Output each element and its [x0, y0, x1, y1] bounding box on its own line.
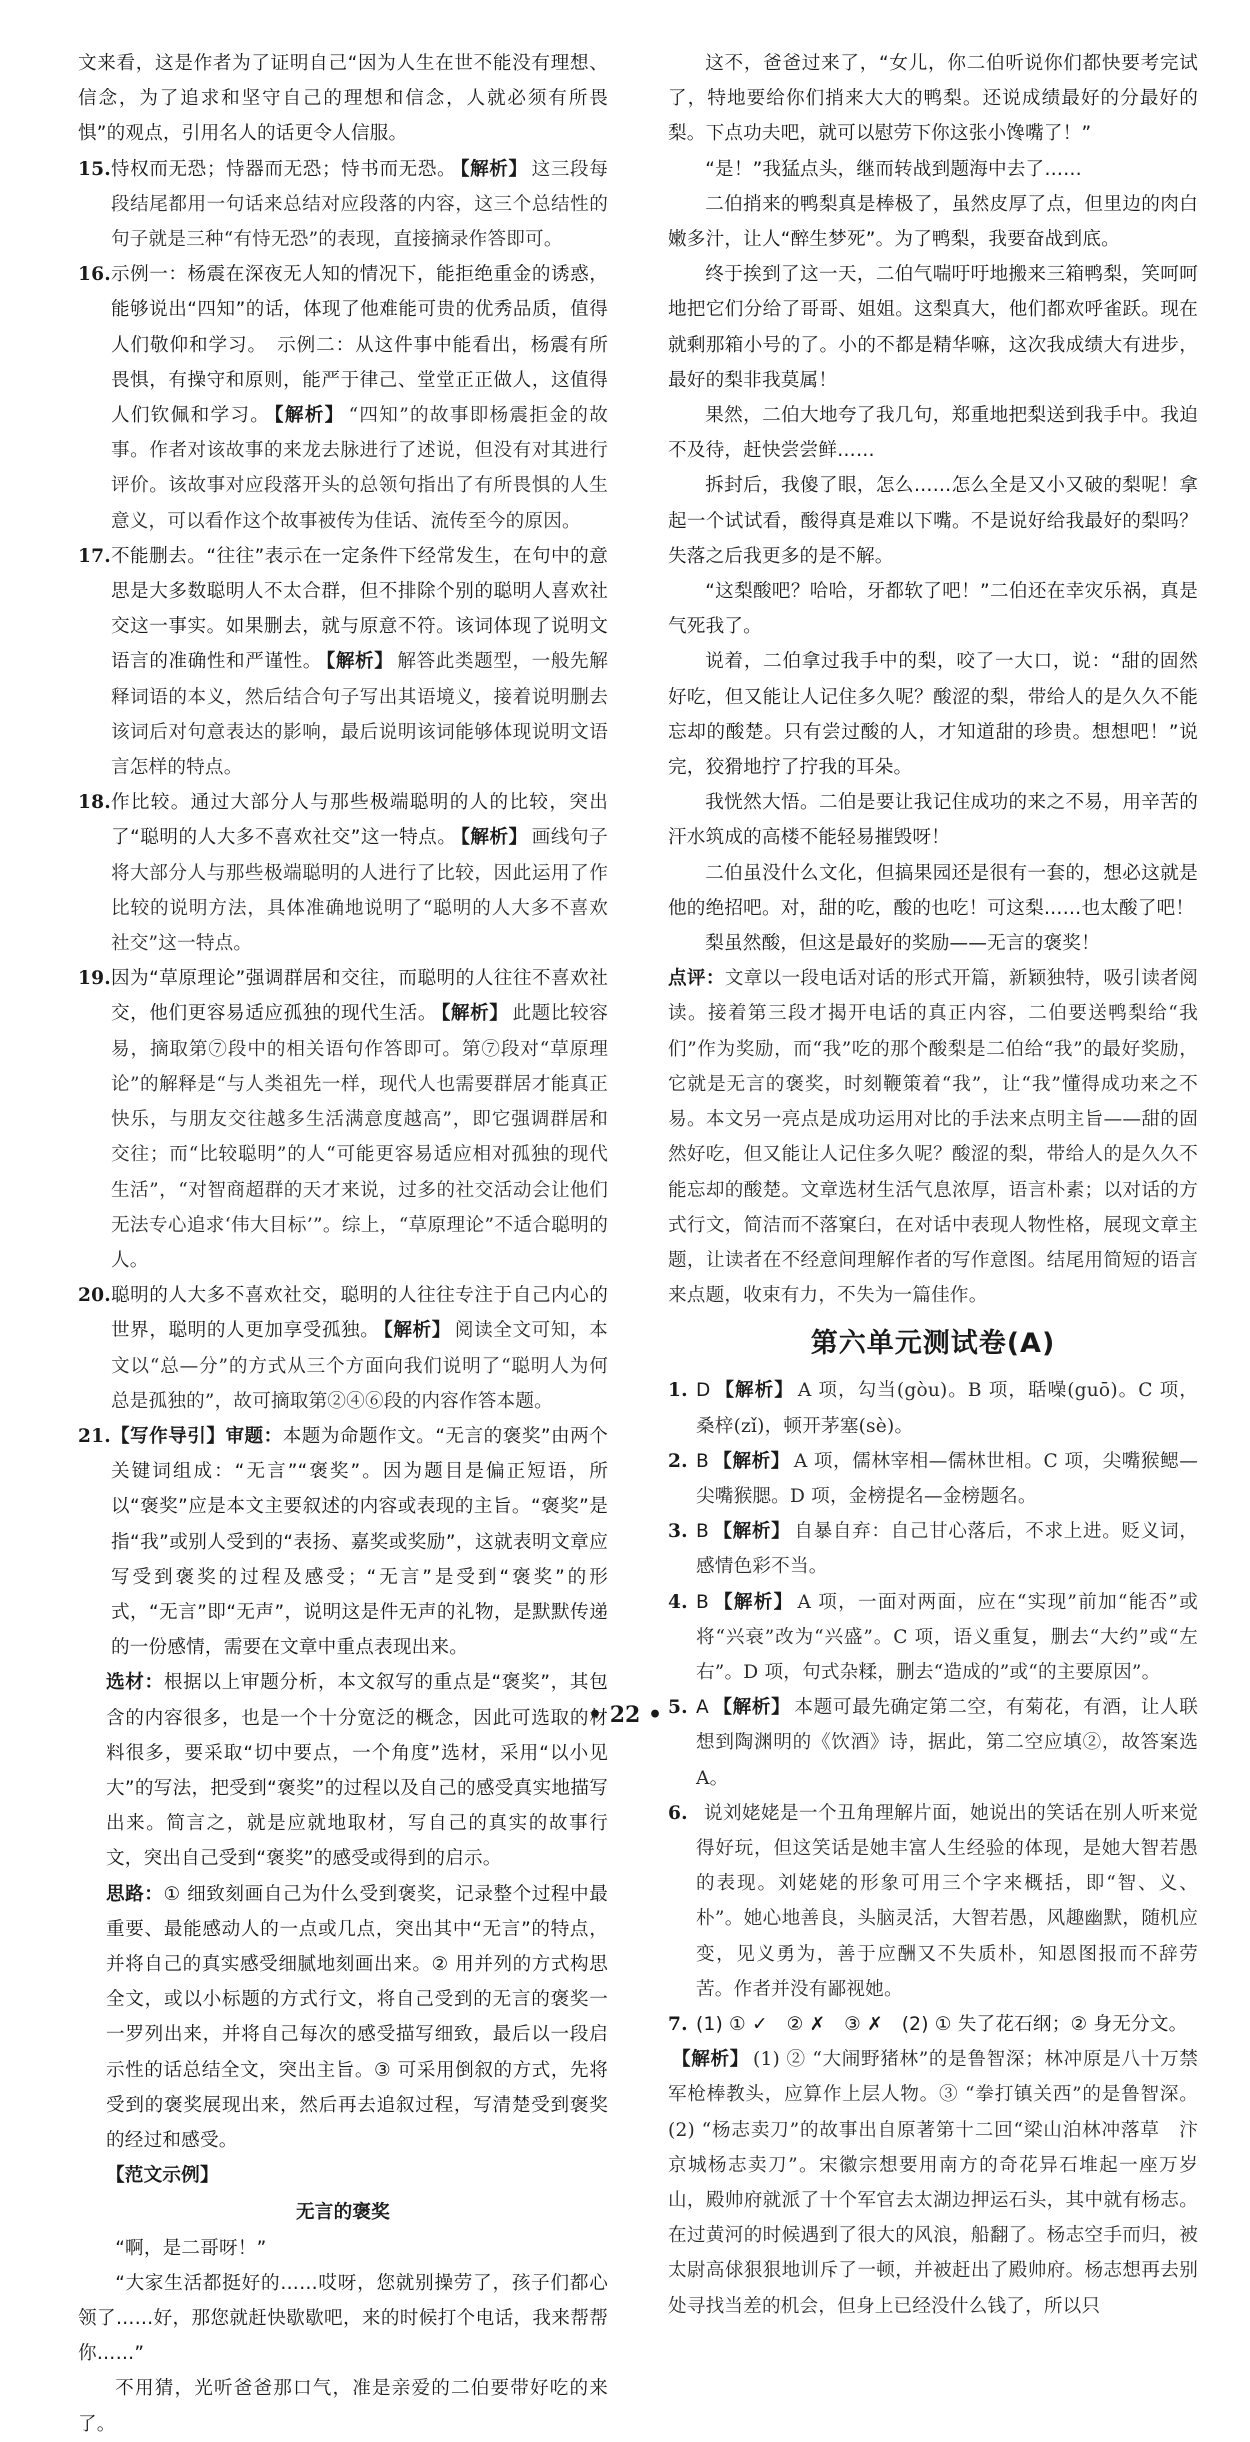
essay-paragraph: 二伯虽没什么文化，但搞果园还是很有一套的，想必这就是他的绝招吧。对，甜的吃，酸的也吃！可这梨……也太酸了吧！	[668, 862, 1198, 919]
analysis-text: (1) ② “大闹野猪林”的是鲁智深；林冲原是八十万禁军枪棒教头，应算作上层人物。③ “拳打镇关西”的是鲁智深。(2) “杨志卖刀”的故事出自原著第十二回“梁山泊林冲落草 汴京城杨志卖刀”。宋徽宗想要用南方的奇花异石堆起一座万岁山，殿帅府就派了十个军官去太湖边押运石头，其中就有杨志。在过黄河的时候遇到了很大的风浪，船翻了。杨志空手而归，被太尉高俅狠狠地训斥了一顿，并被赶出了殿帅府。杨志想再去别处寻找当差的机会，但身上已经没什么钱了，所以只	[668, 2049, 1198, 2317]
analysis-tag: 【解析】	[672, 2049, 750, 2071]
page-number: • 22 •	[587, 1702, 663, 1728]
outline-text: ① 细致刻画自己为什么受到褒奖，记录整个过程中最重要、最能感动人的一点或几点，突出其中“无言”的特点，并将自己的真实感受细腻地刻画出来。② 用并列的方式构思全文，或以小标题的方式行文，将自己受到的无言的褒奖一一罗列出来，并将自己每次的感受描写细致，最后以一段启示性的话总结全文，突出主旨。③ 可采用倒叙的方式，先将受到的褒奖展现出来，然后再去追叙过程，写清楚受到褒奖的经过和感受。	[106, 1883, 608, 2151]
analysis-tag: 【解析】	[712, 1591, 794, 1613]
unit-test-title: 第六单元测试卷(A)	[810, 1328, 1056, 1360]
comment-text: 文章以一段电话对话的形式开篇，新颖独特，吸引读者阅读。接着第三段才揭开电话的真正内容，二伯要送鸭梨给“我们”作为奖励，而“我”吃的那个酸梨是二伯给“我”的最好奖励，它就是无言的褒奖，时刻鞭策着“我”，让“我”懂得成功来之不易。本文另一亮点是成功运用对比的手法来点明主旨——甜的固然好吃，但又能让人记住多久呢？酸涩的梨，带给人的是久久不能忘却的酸楚。文章选材生活气息浓厚，语言朴素；以对话的方式行文，简洁而不落窠臼，在对话中表现人物性格，展现文章主题，让读者在不经意间理解作者的写作意图。结尾用简短的语言来点题，收束有力，不失为一篇佳作。	[668, 968, 1198, 1307]
answer-item-4	[668, 1585, 1198, 1691]
analysis-text: A 项，勾当(gòu)。B 项，聒噪(guō)。C 项，桑梓(zǐ)，顿开茅塞(sè)。	[696, 1380, 1198, 1437]
analysis-text: 自暴自弃：自己甘心落后，不求上进。贬义词，感情色彩不当。	[696, 1521, 1198, 1578]
left-column	[78, 46, 608, 2435]
essay-paragraph: “啊，是二哥呀！”	[115, 2237, 267, 2259]
answer-text: B	[696, 1591, 709, 1613]
analysis-tag: 【解析】	[383, 1320, 451, 1342]
analysis-tag: 【解析】	[460, 827, 528, 849]
analysis-text: 解答此类题型，一般先解释词语的本义，然后结合句子写出其语境义，接着说明删去该词后对句意表达的影响，最后说明该词能够体现说明文语言怎样的特点。	[110, 651, 608, 779]
essay-paragraph: 拆封后，我傻了眼，怎么……怎么全是又小又破的梨呢！拿起一个试试看，酸得真是难以下嘴。不是说好给我最好的梨吗？失落之后我更多的是不解。	[668, 475, 1198, 567]
analysis-tag: 【解析】	[712, 1450, 790, 1472]
analysis-tag: 【解析】	[325, 651, 394, 673]
item-number: 19.	[78, 968, 111, 990]
analysis-tag: 【解析】	[714, 1380, 794, 1402]
answer-text: 示例一：杨震在深夜无人知的情况下，能拒绝重金的诱惑，能够说出“四知”的话，体现了他难能可贵的优秀品质，值得人们敬仰和学习。 示例二：从这件事中能看出，杨震有所畏惧，有操守和原则，能严于律己、堂堂正正做人，这值得人们钦佩和学习。	[110, 264, 608, 427]
answer-text: 因为“草原理论”强调群居和交往，而聪明的人往往不喜欢社交，他们更容易适应孤独的现代生活。	[110, 968, 608, 1025]
item-number: 18.	[78, 792, 111, 814]
analysis-text: 画线句子将大部分人与那些极端聪明的人进行了比较，因此运用了作比较的说明方法，具体准确地说明了“聪明的人大多不喜欢社交”这一特点。	[110, 827, 608, 955]
analysis-text: A 项，儒林宰相—儒林世相。C 项，尖嘴猴鳃—尖嘴猴腮。D 项，金榜提名—金榜题名。	[696, 1450, 1198, 1507]
essay-paragraph: 说着，二伯拿过我手中的梨，咬了一大口，说：“甜的固然好吃，但又能让人记住多久呢？酸涩的梨，带给人的是久久不能忘却的酸楚。只有尝过酸的人，才知道甜的珍贵。想想吧！”说完，狡猾地拧了拧我的耳朵。	[668, 651, 1198, 779]
item-number: 3.	[668, 1521, 688, 1543]
analysis-tag: 【解析】	[712, 1697, 791, 1719]
essay-paragraph: 梨虽然酸，但这是最好的奖励——无言的褒奖！	[705, 933, 1100, 955]
essay-paragraph: “大家生活都挺好的……哎呀，您就别操劳了，孩子们都心领了……好，那您就赶快歇歇吧，来的时候打个电话，我来帮帮你……”	[78, 2272, 608, 2365]
answer-text: 恃权而无恐；恃器而无恐；恃书而无恐。	[110, 158, 457, 180]
answer-text: 不能删去。“往往”表示在一定条件下经常发生，在句中的意思是大多数聪明人不太合群，但不排除个别的聪明人喜欢社交这一事实。如果删去，就与原意不符。该词体现了说明文语言的准确性和严谨性。	[110, 545, 608, 673]
comment-section	[668, 961, 1198, 1313]
analysis-text: 此题比较容易，摘取第⑦段中的相关语句作答即可。第⑦段对“草原理论”的解释是“与人类祖先一样，现代人也需要群居才能真正快乐，与朋友交往越多生活满意度越高”，即它强调群居和交往；而“比较聪明”的人“可能更容易适应相对孤独的现代生活”，“对智商超群的天才来说，过多的社交活动会让他们无法专心追求‘伟大目标’”。综上，“草原理论”不适合聪明的人。	[110, 1003, 608, 1271]
item-number: 17.	[78, 545, 111, 567]
analysis-tag: 【解析】	[441, 1003, 509, 1025]
essay-paragraph: 终于挨到了这一天，二伯气喘吁吁地搬来三箱鸭梨，笑呵呵地把它们分给了哥哥、姐姐。这梨真大，他们都欢呼雀跃。现在就剩那箱小号的了。小的不都是精华嘛，这次我成绩大有进步，最好的梨非我莫属！	[668, 264, 1198, 391]
answer-text: B	[696, 1450, 709, 1472]
essay-paragraph: 这不，爸爸过来了，“女儿，你二伯听说你们都快要考完试了，特地要给你们捎来大大的鸭梨。还说成绩最好的分最好的梨。下点功夫吧，就可以慰劳下你这张小馋嘴了！”	[668, 53, 1198, 145]
analysis-text: 本题可最先确定第二空，有菊花，有酒，让人联想到陶渊明的《饮酒》诗，据此，第二空应填②，故答案选 A。	[696, 1697, 1198, 1789]
item-number: 21.	[78, 1425, 111, 1447]
essay-paragraph: “是！”我猛点头，继而转战到题海中去了……	[705, 158, 1082, 180]
analysis-text: A 项，一面对两面，应在“实现”前加“能否”或将“兴衰”改为“兴盛”。C 项，语义重复，删去“大约”或“左右”。D 项，句式杂糅，删去“造成的”或“的主要原因”。	[696, 1591, 1198, 1683]
answer-item-15	[78, 152, 608, 258]
item-number: 1.	[668, 1380, 688, 1402]
answer-text: 作比较。通过大部分人与那些极端聪明的人的比较，突出了“聪明的人大多不喜欢社交”这一特点。	[110, 792, 608, 849]
analysis-text: 这三段每段结尾都用一句话来总结对应段落的内容，这三个总结性的句子就是三种“有恃无恐”的表现，直接摘录作答即可。	[110, 158, 608, 251]
analysis-paragraph-7	[668, 2042, 1198, 2324]
answer-item-3	[668, 1514, 1198, 1584]
paragraph-q14-tail: 文来看，这是作者为了证明自己“因为人生在世不能没有理想、信念，为了追求和坚守自己的理想和信念，人就必须有所畏惧”的观点，引用名人的话更令人信服。	[78, 53, 608, 145]
item-number: 2.	[668, 1450, 688, 1472]
material-label: 选材：	[106, 1672, 164, 1694]
essay-paragraph: “这梨酸吧？哈哈，牙都软了吧！”二伯还在幸灾乐祸，真是气死我了。	[668, 581, 1198, 638]
material-section	[78, 1665, 608, 1876]
item-number: 6.	[668, 1802, 688, 1824]
answer-item-18	[78, 785, 608, 961]
analysis-tag: 【解析】	[460, 158, 528, 180]
analysis-text: 阅读全文可知，本文以“总—分”的方式从三个方面向我们说明了“聪明人为何总是孤独的”，故可摘取第②④⑥段的内容作答本题。	[110, 1320, 608, 1412]
item-number: 4.	[668, 1591, 688, 1613]
answer-item-7	[668, 2007, 1198, 2042]
answer-text: 聪明的人大多不喜欢社交，聪明的人往往专注于自己内心的世界，聪明的人更加享受孤独。	[110, 1285, 608, 1342]
outline-section	[78, 1877, 608, 2159]
outline-label: 思路：	[106, 1883, 164, 1905]
material-text: 根据以上审题分析，本文叙写的重点是“褒奖”，其包含的内容很多，也是一个十分宽泛的概念，因此可选取的材料很多，要采取“切中要点，一个角度”选材，采用“以小见大”的写法，把受到“褒奖”的过程以及自己的感受真实地描写出来。简言之，就是应就地取材，写自己的真实的故事行文，突出自己受到“褒奖”的感受或得到的启示。	[106, 1672, 608, 1870]
answer-text: A	[696, 1697, 709, 1719]
answer-item-17	[78, 539, 608, 785]
analysis-tag: 【解析】	[274, 405, 345, 427]
answer-item-20	[78, 1278, 608, 1419]
answer-text: B	[696, 1521, 709, 1543]
analysis-text: 说刘姥姥是一个丑角理解片面，她说出的笑话在别人听来觉得好玩，但这笑话是她丰富人生经验的体现，是她大智若愚的表现。刘姥姥的形象可用三个字来概括，即“智、义、朴”。她心地善良，头脑灵活，大智若愚，风趣幽默，随机应变，见义勇为，善于应酬又不失质朴，知恩图报而不辞劳苦。作者并没有鄙视她。	[696, 1802, 1198, 2000]
analysis-text: “四知”的故事即杨震拒金的故事。作者对该故事的来龙去脉进行了述说，但没有对其进行评价。该故事对应段落开头的总领句指出了有所畏惧的人生意义，可以看作这个故事被传为佳话、流传至今的原因。	[110, 405, 608, 532]
essay-paragraph: 不用猜，光听爸爸那口气，准是亲爱的二伯要带好吃的来了。	[78, 2378, 608, 2435]
answer-item-19	[78, 961, 608, 1278]
item-number: 15.	[78, 158, 111, 180]
item-number: 20.	[78, 1285, 111, 1307]
essay-title: 无言的褒奖	[296, 2202, 390, 2224]
answer-text: (1) ① ✓ ② ✗ ③ ✗ (2) ① 失了花石纲；② 身无分文。	[696, 2013, 1188, 2035]
writing-guide-text: 本题为命题作文。“无言的褒奖”由两个关键词组成：“无言”“褒奖”。因为题目是偏正短语，所以“褒奖”应是本文主要叙述的内容或表现的主旨。“褒奖”是指“我”或别人受到的“表扬、嘉奖或奖励”，这就表明文章应写受到褒奖的过程及感受；“无言”是受到“褒奖”的形式，“无言”即“无声”，说明这是件无声的礼物，是默默传递的一份感情，需要在文章中重点表现出来。	[110, 1425, 608, 1659]
answer-text: D	[696, 1380, 711, 1402]
answer-item-2	[668, 1444, 1198, 1514]
essay-paragraph: 二伯捎来的鸭梨真是棒极了，虽然皮厚了点，但里边的肉白嫩多汁，让人“醉生梦死”。为了鸭梨，我要奋战到底。	[668, 193, 1198, 251]
comment-label: 点评：	[668, 968, 725, 990]
essay-paragraph: 果然，二伯大地夸了我几句，郑重地把梨送到我手中。我迫不及待，赶快尝尝鲜……	[668, 405, 1198, 462]
answer-item-16	[78, 257, 608, 539]
writing-guide-label: 【写作导引】审题：	[110, 1425, 283, 1447]
item-number: 7.	[668, 2013, 688, 2035]
right-column	[668, 46, 1198, 2317]
essay-paragraph: 我恍然大悟。二伯是要让我记住成功的来之不易，用辛苦的汗水筑成的高楼不能轻易摧毁呀！	[668, 792, 1198, 849]
analysis-tag: 【解析】	[712, 1521, 791, 1543]
answer-item-21	[78, 1419, 608, 1665]
sample-essay-label: 【范文示例】	[106, 2165, 219, 2187]
item-number: 16.	[78, 264, 111, 286]
answer-item-1	[668, 1373, 1198, 1443]
answer-item-6	[668, 1796, 1198, 2007]
item-number: 5.	[668, 1697, 688, 1719]
